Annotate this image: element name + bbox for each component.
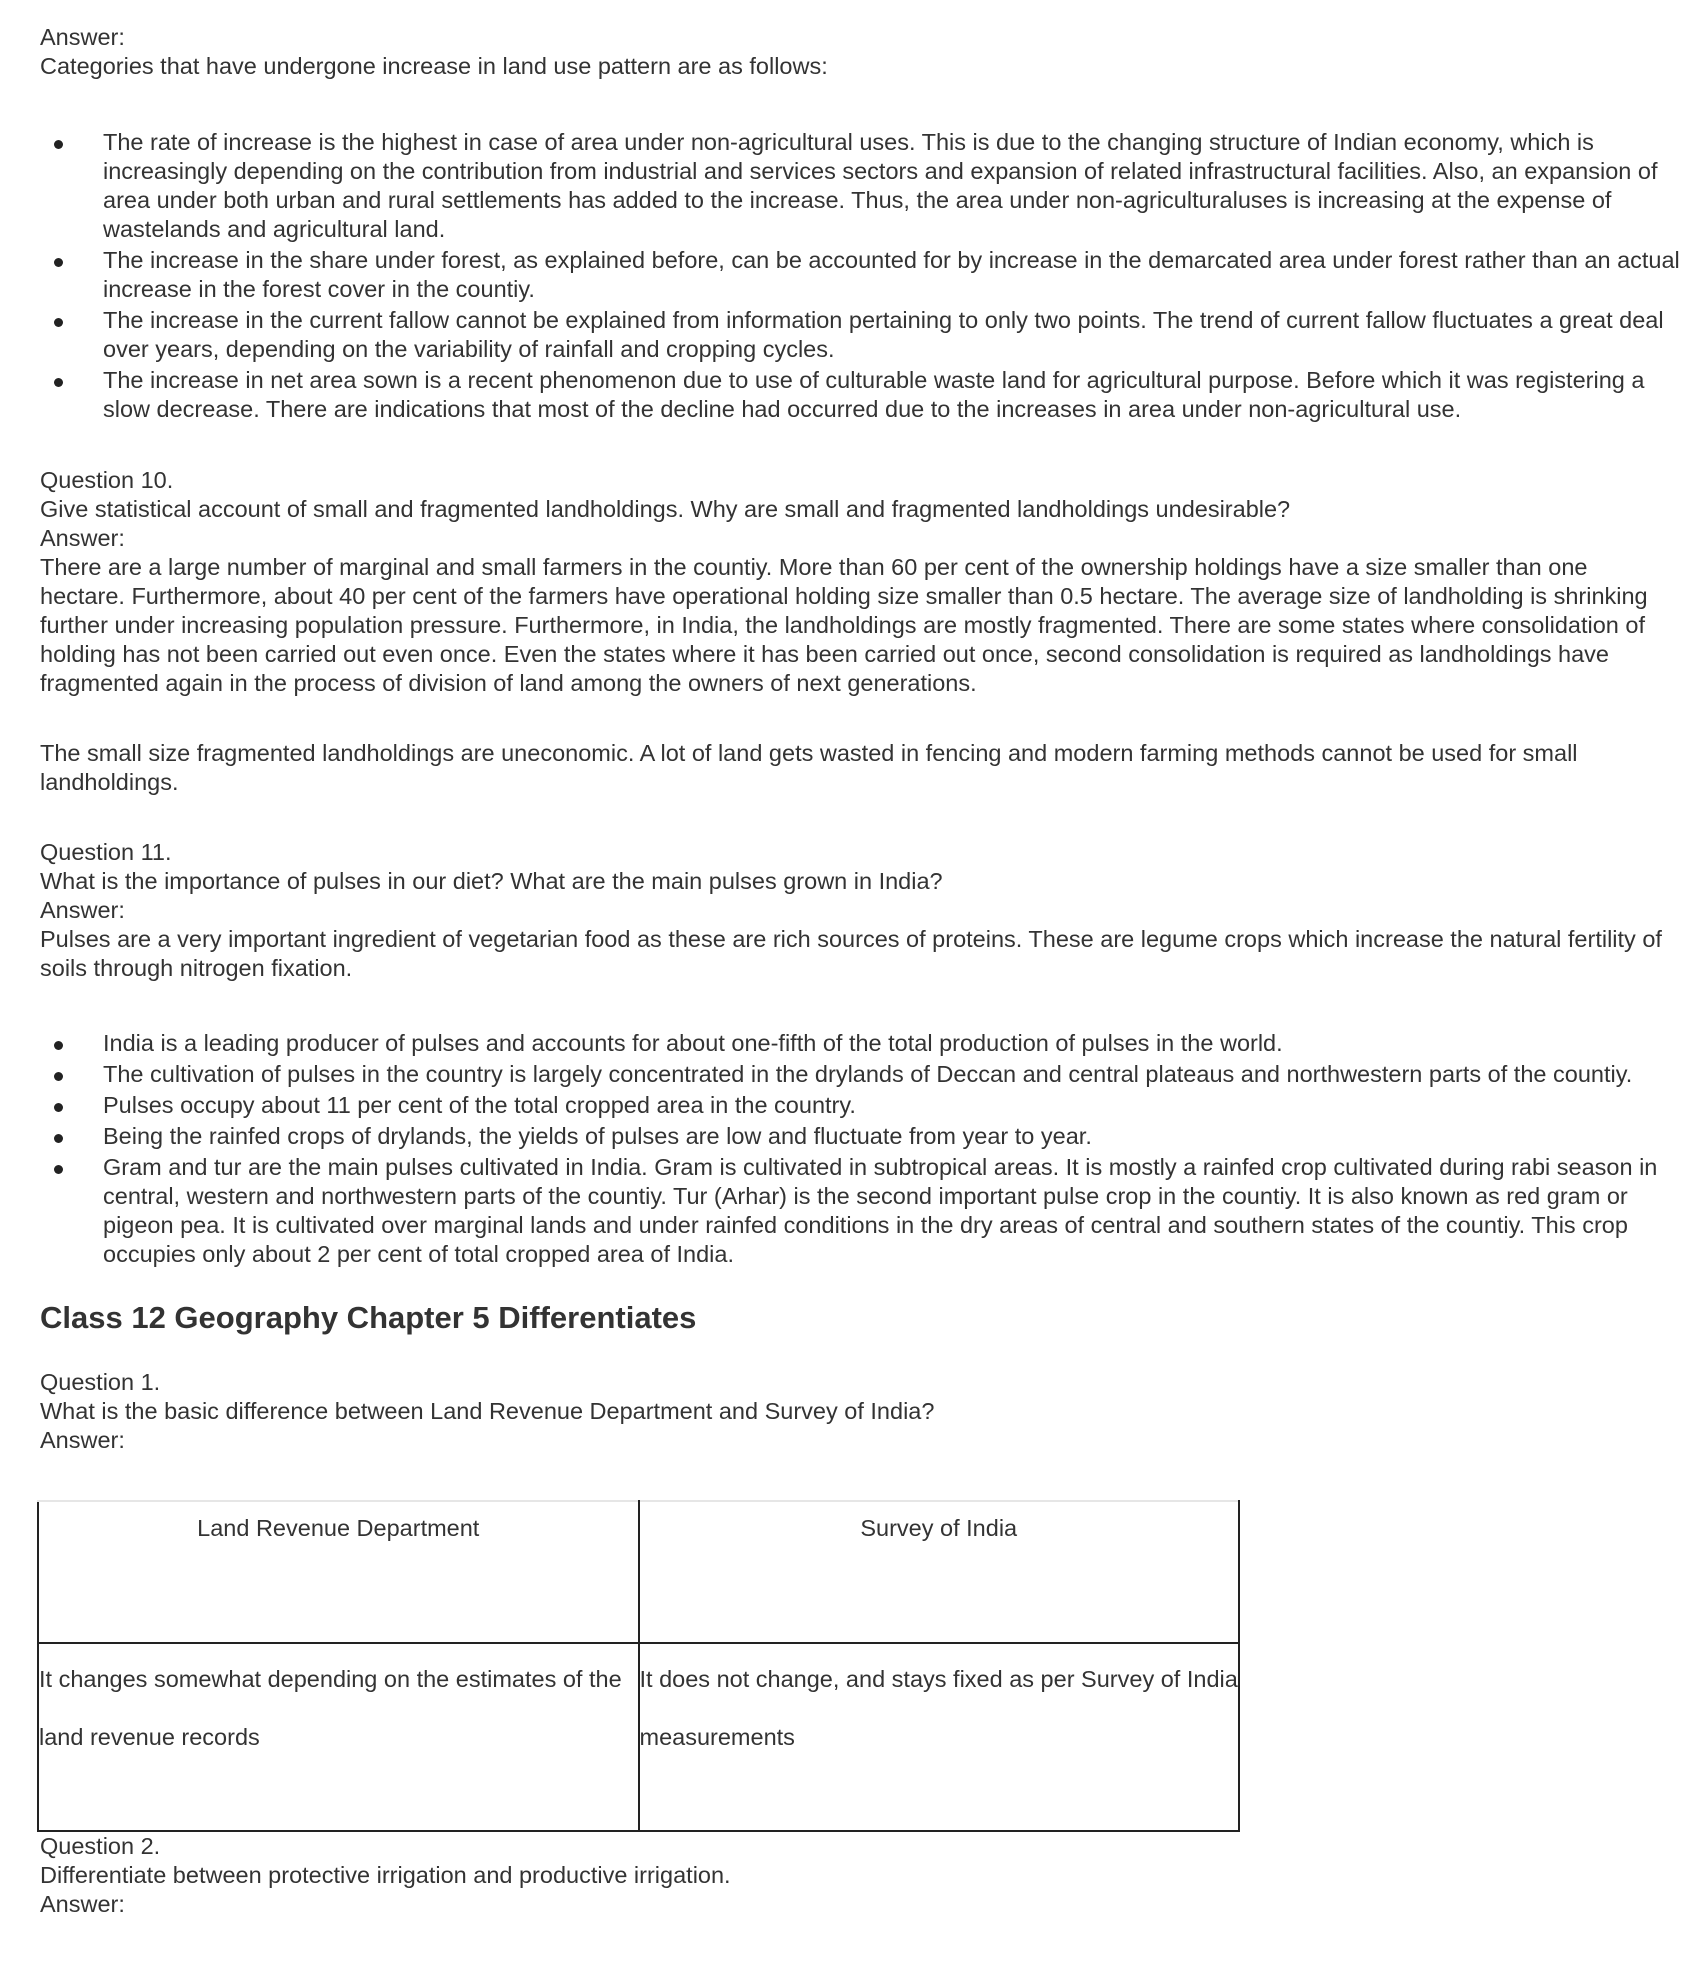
answer-paragraph: The small size fragmented landholdings are uneconomic. A lot of land gets wasted in fencing and modern farming methods cannot be used for small landholdings. <box>40 740 1578 795</box>
question-text: Give statistical account of small and fragmented landholdings. Why are small and fragmented landholdings undesirable? <box>40 496 1291 522</box>
question-text: Differentiate between protective irrigation and productive irrigation. <box>40 1862 731 1888</box>
list-item: Being the rainfed crops of drylands, the yields of pulses are low and fluctuate from year to year. <box>40 1122 1693 1151</box>
table-header-cell: Survey of India <box>639 1501 1240 1643</box>
answer-label: Answer: <box>40 897 125 923</box>
land-use-increase-list <box>40 128 1680 424</box>
table-header-cell: Land Revenue Department <box>38 1501 639 1643</box>
list-item: The increase in the share under forest, as explained before, can be accounted for by increase in the demarcated area under forest rather than an actual increase in the forest cover in the countiy. <box>40 246 1693 304</box>
list-item: Gram and tur are the main pulses cultivated in India. Gram is cultivated in subtropical areas. It is mostly a rainfed crop cultivated during rabi season in central, western and northwestern parts of the countiy. Tur (Arhar) is the second important pulse crop in the countiy. It is also known as red gram or pigeon pea. It is cultivated over marginal lands and under rainfed conditions in the dry areas of central and southern states of the countiy. This crop occupies only about 2 per cent of total cropped area of India. <box>40 1153 1693 1269</box>
answer-intro: Categories that have undergone increase in land use pattern are as follows: <box>40 53 828 79</box>
question-label: Question 11. <box>40 839 172 865</box>
answer-label: Answer: <box>40 24 125 50</box>
table-row <box>38 1643 1239 1831</box>
table-header-row <box>38 1501 1239 1643</box>
bullet-icon <box>54 258 63 267</box>
list-item: Pulses occupy about 11 per cent of the total cropped area in the country. <box>40 1091 1693 1120</box>
section-heading: Class 12 Geography Chapter 5 Differentiates <box>40 1300 697 1335</box>
question-label: Question 1. <box>40 1369 161 1395</box>
question-text: What is the basic difference between Land Revenue Department and Survey of India? <box>40 1398 935 1424</box>
question-label: Question 2. <box>40 1833 161 1859</box>
table-cell: It does not change, and stays fixed as per Survey of India measurements <box>639 1643 1240 1831</box>
bullet-icon <box>54 1041 63 1050</box>
list-item: The increase in the current fallow cannot be explained from information pertaining to only two points. The trend of current fallow fluctuates a great deal over years, depending on the variability of rainfall and cropping cycles. <box>40 306 1693 364</box>
answer-paragraph: Pulses are a very important ingredient of vegetarian food as these are rich sources of proteins. These are legume crops which increase the natural fertility of soils through nitrogen fixation. <box>40 926 1662 981</box>
table-cell: It changes somewhat depending on the estimates of the land revenue records <box>38 1643 639 1831</box>
answer-label: Answer: <box>40 1891 125 1917</box>
comparison-table <box>37 1500 1240 1832</box>
list-item: The rate of increase is the highest in case of area under non-agricultural uses. This is due to the changing structure of Indian economy, which is increasingly depending on the contribution from industrial and services sectors and expansion of related infrastructural facilities. Also, an expansion of area under both urban and rural settlements has added to the increase. Thus, the area under non-agriculturaluses is increasing at the expense of wastelands and agricultural land. <box>40 128 1693 244</box>
pulses-list <box>40 1029 1670 1269</box>
bullet-icon <box>54 1165 63 1174</box>
list-item: The increase in net area sown is a recent phenomenon due to use of culturable waste land for agricultural purpose. Before which it was registering a slow decrease. There are indications that most of the decline had occurred due to the increases in area under non-agricultural use. <box>40 366 1693 424</box>
answer-label: Answer: <box>40 1427 125 1453</box>
list-item: The cultivation of pulses in the country is largely concentrated in the drylands of Deccan and central plateaus and northwestern parts of the countiy. <box>40 1060 1693 1089</box>
list-item: India is a leading producer of pulses and accounts for about one-fifth of the total production of pulses in the world. <box>40 1029 1693 1058</box>
bullet-icon <box>54 1134 63 1143</box>
question-text: What is the importance of pulses in our diet? What are the main pulses grown in India? <box>40 868 943 894</box>
bullet-icon <box>54 1103 63 1112</box>
bullet-icon <box>54 140 63 149</box>
answer-label: Answer: <box>40 525 125 551</box>
question-label: Question 10. <box>40 467 174 493</box>
bullet-icon <box>54 1072 63 1081</box>
bullet-icon <box>54 378 63 387</box>
document-page <box>39 23 1680 1919</box>
answer-paragraph: There are a large number of marginal and small farmers in the countiy. More than 60 per cent of the ownership holdings have a size smaller than one hectare. Furthermore, about 40 per cent of the farmers have operational holding size smaller than 0.5 hectare. The average size of landholding is shrinking further under increasing population pressure. Furthermore, in India, the landholdings are mostly fragmented. There are some states where consolidation of holding has not been carried out even once. Even the states where it has been carried out once, second consolidation is required as landholdings have fragmented again in the process of division of land among the owners of next generations. <box>40 554 1648 696</box>
bullet-icon <box>54 318 63 327</box>
